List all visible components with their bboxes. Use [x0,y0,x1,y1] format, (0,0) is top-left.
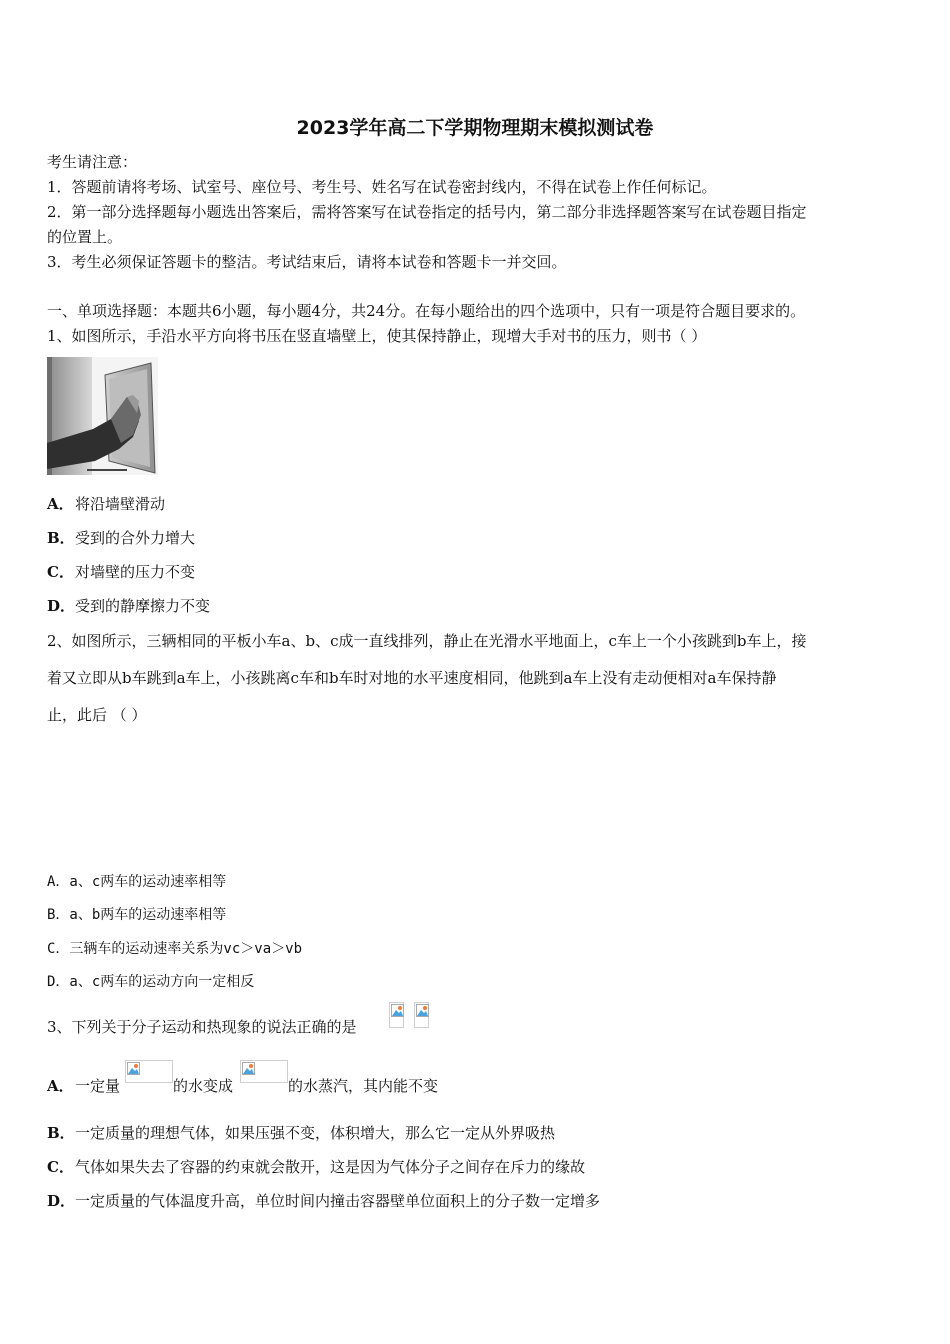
notice-item-3: 3．考生必须保证答题卡的整洁。考试结束后，请将本试卷和答题卡一并交回。 [47,253,567,271]
image-placeholder-icon [127,1062,141,1076]
notice-item-2: 2．第一部分选择题每小题选出答案后，需将答案写在试卷指定的括号内，第二部分非选择题答案写在试卷题目指定 [47,203,807,221]
q3-option-b-label: B． [47,1124,75,1142]
q1-option-b-text: 受到的合外力增大 [75,529,196,547]
q2-stem-line-3: 止，此后 （ ） [47,706,147,724]
q3-option-a-part-3: 的水蒸汽，其内能不变 [288,1077,439,1095]
q1-option-b-label: B． [47,529,75,547]
q1-option-c-text: 对墙壁的压力不变 [75,563,196,581]
broken-image-icon [389,1002,404,1028]
q1-figure-svg [47,357,158,475]
q2-stem-line-2: 着又立即从b车跳到a车上，小孩跳离c车和b车时对地的水平速度相同，他跳到a车上没有走动便相对a车保持静 [47,669,777,687]
section-heading: 一、单项选择题：本题共6小题，每小题4分，共24分。在每小题给出的四个选项中，只有一项是符合题目要求的。 [47,302,806,320]
page-title: 2023学年高二下学期物理期末模拟测试卷 [296,117,654,139]
q1-stem: 1、如图所示，手沿水平方向将书压在竖直墙壁上，使其保持静止，现增大手对书的压力，则书（ ） [47,327,707,345]
q1-option-c-label: C． [47,563,74,581]
image-placeholder-icon [242,1062,256,1076]
q1-option-a-label: A． [47,495,74,513]
broken-image-icon [414,1002,429,1028]
q3-option-a-part-1: 一定量 [75,1077,121,1095]
q1-option-d-label: D． [47,597,76,615]
notice-item-1: 1．答题前请将考场、试室号、座位号、考生号、姓名写在试卷密封线内，不得在试卷上作任何标记。 [47,178,717,196]
q3-option-d-label: D． [47,1192,76,1210]
q3-option-b-text: 一定质量的理想气体，如果压强不变，体积增大，那么它一定从外界吸热 [75,1124,556,1142]
broken-image-icon [240,1060,288,1083]
q3-option-c-label: C． [47,1158,74,1176]
q3-option-c-text: 气体如果失去了容器的约束就会散开，这是因为气体分子之间存在斥力的缘故 [75,1158,586,1176]
q3-option-d-text: 一定质量的气体温度升高，单位时间内撞击容器壁单位面积上的分子数一定增多 [75,1192,601,1210]
q3-option-a-part-2: 的水变成 [173,1077,234,1095]
q1-option-d-text: 受到的静摩擦力不变 [75,597,211,615]
broken-image-icon [125,1060,173,1083]
q1-figure-hand-book-wall [47,357,158,475]
q2-stem-line-1: 2、如图所示，三辆相同的平板小车a、b、c成一直线排列，静止在光滑水平地面上，c车上一个小孩跳到b车上，接 [47,632,807,650]
notice-item-2-cont: 的位置上。 [47,228,123,246]
image-placeholder-icon [416,1004,430,1018]
q2-option-b: B．a、b两车的运动速率相等 [47,907,227,923]
q2-option-a: A．a、c两车的运动速率相等 [47,874,227,890]
notice-heading: 考生请注意： [47,153,138,171]
q2-option-d: D．a、c两车的运动方向一定相反 [47,974,255,990]
q2-option-c: C．三辆车的运动速率关系为vc＞va＞vb [47,941,303,957]
image-placeholder-icon [391,1004,405,1018]
q3-option-a-label: A． [47,1077,74,1095]
q3-stem: 3、下列关于分子运动和热现象的说法正确的是 [47,1018,357,1036]
q1-option-a-text: 将沿墙壁滑动 [75,495,166,513]
